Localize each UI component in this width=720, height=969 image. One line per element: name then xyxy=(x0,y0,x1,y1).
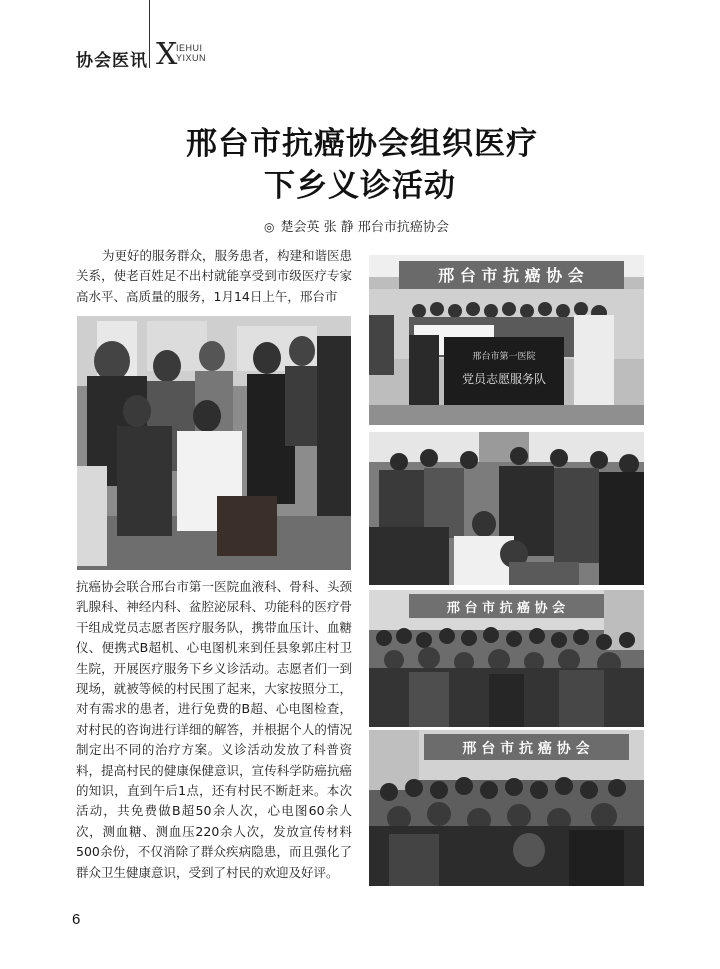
article-title-line1: 邢台市抗癌协会组织医疗 xyxy=(186,126,538,162)
byline-text: 楚会英 张 静 邢台市抗癌协会 xyxy=(280,220,449,235)
paragraph-intro: 为更好的服务群众，服务患者，构建和谐医患关系，使老百姓足不出村就能享受到市级医疗专家高水平、高质量的服务，1月14日上午，邢台市 xyxy=(76,248,353,304)
section-latin-line1: IEHUI xyxy=(176,43,203,53)
group-banner-text: 邢 台 市 抗 癌 协 会 xyxy=(438,266,584,285)
photo-crowd-1 xyxy=(369,590,644,727)
photo-examination xyxy=(369,432,644,585)
group-flag-line1: 邢台市第一医院 xyxy=(472,352,536,362)
byline xyxy=(264,216,449,235)
paragraph-main: 抗癌协会联合邢台市第一医院血液科、骨科、头颈乳腺科、神经内科、盆腔泌尿科、功能科的医疗骨干组成党员志愿者医疗服务队，携带血压计、血糖仪、便携式B超机、心电图机来到任县象郭庄村卫生院，开展医疗服务下乡义诊活动。志愿者们一到现场，就被等候的村民围了起来，大家按照分工，对有需求的患者，进行免费的B超、心电图检查，对村民的咨询进行详细的解答，并根据个人的情况制定出不同的治疗方案。义诊活动发放了科普资料，提高村民的健康保健意识，宣传科学防癌抗癌的知识，直到午后1点，还有村民不断赶来。本次活动，共免费做B超50余人次，心电图60余人次，测血糖、测血压220余人次，发放宣传材料500余份，不仅消除了群众疾病隐患，而且强化了群众卫生健康意识，受到了村民的欢迎及好评。 xyxy=(76,579,352,880)
group-flag-line2: 党员志愿服务队 xyxy=(461,372,547,386)
section-latin xyxy=(176,43,206,63)
section-name: 协会医讯 xyxy=(76,51,148,71)
byline-mark-icon: ◎ xyxy=(264,220,275,234)
section-initial: X xyxy=(156,37,178,72)
photo-group xyxy=(369,255,644,425)
crowd-banner-1-text: 邢 台 市 抗 癌 协 会 xyxy=(446,601,566,616)
page-number: 6 xyxy=(72,911,81,928)
photo-consultation xyxy=(77,316,351,570)
crowd-banner-2-text: 邢 台 市 抗 癌 协 会 xyxy=(462,741,590,757)
section-latin-line2: YIXUN xyxy=(176,53,207,63)
header-divider xyxy=(149,0,150,68)
article-title-line2: 下乡义诊活动 xyxy=(264,168,456,204)
photo-crowd-2 xyxy=(369,730,644,886)
